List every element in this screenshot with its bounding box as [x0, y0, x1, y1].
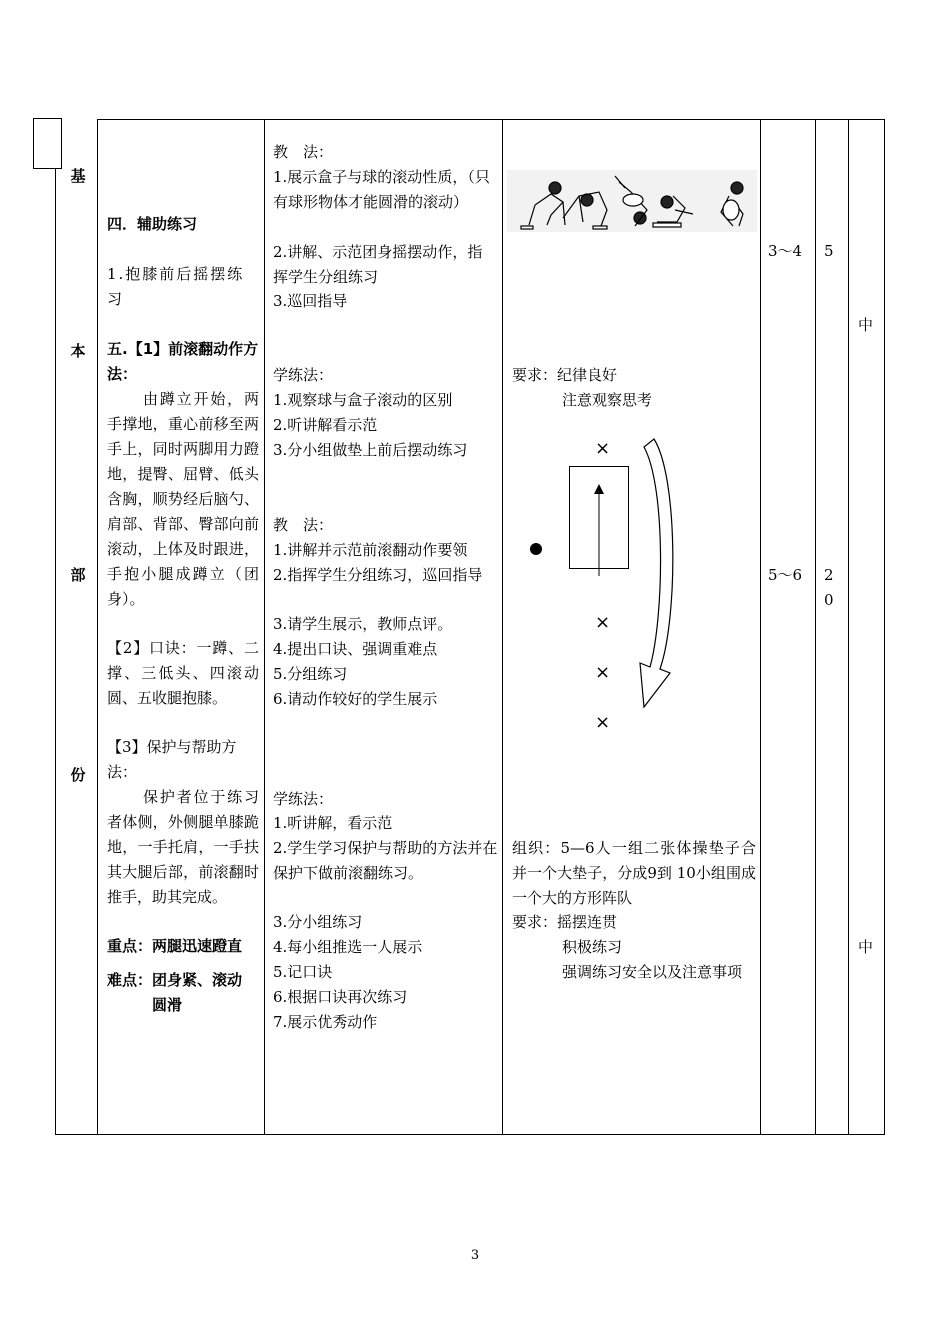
requirement1-item-1: 纪律良好 — [557, 366, 618, 384]
learn2-title: 学练法： — [273, 790, 334, 808]
col-divider-4 — [760, 119, 761, 1135]
student-mark-3: × — [595, 662, 611, 683]
key-point-text: 两腿迅速蹬直 — [152, 937, 243, 955]
section-char-1: 基 — [70, 167, 86, 185]
requirement2-item-2: 积极练习 — [562, 938, 623, 956]
teach2-item-4: 4.提出口诀、强调重难点 — [273, 640, 438, 658]
learn1-item-1: 1.观察球与盒子滚动的区别 — [273, 391, 453, 409]
corner-box — [33, 118, 62, 169]
requirement2-label: 要求： — [512, 913, 558, 931]
difficult-point-label: 难点： — [107, 971, 153, 989]
item-knee-swing: 1.抱膝前后摇摆练习 — [107, 265, 245, 308]
teach1-item-2: 2.讲解、示范团身摇摆动作，指挥学生分组练习 — [273, 243, 483, 286]
student-mark-4: × — [595, 712, 611, 733]
learn1-item-2: 2.听讲解看示范 — [273, 416, 378, 434]
key-point-label: 重点： — [107, 937, 153, 955]
organization-body: 5—6人一组二张体操垫子合并一个大垫子，分成9到 10小组围成一个大的方形阵队 — [512, 839, 756, 907]
mnemonic-text: 【2】口诀：一蹲、二撑、三低头、四滚动圆、五收腿抱膝。 — [107, 639, 259, 707]
organization-text — [512, 836, 756, 911]
learn2-item-4: 4.每小组推选一人展示 — [273, 938, 423, 956]
forward-roll-sequence-illustration — [507, 170, 757, 232]
protect-text: 保护者位于练习者体侧，外侧腿单膝跪地，一手托肩，一手扶其大腿后部，前滚翻时推手，助其完成。 — [107, 788, 259, 906]
col-divider-1 — [97, 119, 98, 1135]
requirement1-label: 要求： — [512, 366, 558, 384]
col-divider-5 — [815, 119, 816, 1135]
movement-arrow-icon — [592, 480, 606, 576]
learn2-item-1: 1.听讲解，看示范 — [273, 814, 393, 832]
organization-label: 组织： — [512, 839, 561, 857]
intensity-row2: 中 — [858, 938, 874, 956]
teach2-title: 教 法： — [273, 516, 334, 534]
rotation-curved-arrow-icon — [630, 437, 680, 709]
learn1-title: 学练法： — [273, 366, 334, 384]
teach1-item-1: 1.展示盒子与球的滚动性质，（只有球形物体才能圆滑的滚动） — [273, 168, 490, 211]
minutes-row2-digit2: 0 — [824, 591, 834, 609]
protect-title: 【3】保护与帮助方法： — [107, 738, 237, 781]
intensity-row1: 中 — [858, 316, 874, 334]
requirement2-item-3: 强调练习安全以及注意事项 — [562, 963, 743, 981]
teach2-item-3: 3.请学生展示，教师点评。 — [273, 615, 453, 633]
minutes-row1: 5 — [824, 242, 834, 260]
requirement2-item-1: 摇摆连贯 — [557, 913, 618, 931]
col-divider-2 — [264, 119, 265, 1135]
section-char-3: 部 — [70, 566, 86, 584]
table-right-border — [884, 119, 885, 1135]
learn2-item-2: 2.学生学习保护与帮助的方法并在保护下做前滚翻练习。 — [273, 839, 498, 882]
student-mark-top: × — [595, 438, 611, 459]
teach2-item-1: 1.讲解并示范前滚翻动作要领 — [273, 541, 468, 559]
heading-forward-roll: 五.【1】前滚翻动作方法： — [107, 340, 259, 383]
learn2-item-5: 5.记口诀 — [273, 963, 333, 981]
section-char-4: 份 — [70, 766, 86, 784]
learn2-item-7: 7.展示优秀动作 — [273, 1013, 378, 1031]
times-row2: 5～6 — [768, 566, 803, 584]
difficult-point-text: 团身紧、滚动圆滑 — [152, 971, 243, 1014]
learn1-item-3: 3.分小组做垫上前后摆动练习 — [273, 441, 468, 459]
learn2-item-6: 6.根据口诀再次练习 — [273, 988, 408, 1006]
teach1-item-3: 3.巡回指导 — [273, 292, 348, 310]
teach2-item-5: 5.分组练习 — [273, 665, 348, 683]
student-mark-2: × — [595, 612, 611, 633]
learn2-item-3: 3.分小组练习 — [273, 913, 363, 931]
requirement2 — [512, 910, 752, 935]
difficult-point — [107, 968, 263, 1018]
requirement1 — [512, 363, 752, 388]
minutes-row2-digit1: 2 — [824, 566, 834, 584]
heading-auxiliary-practice: 四．辅助练习 — [107, 215, 198, 233]
col-divider-6 — [848, 119, 849, 1135]
col-divider-3 — [502, 119, 503, 1135]
times-row1: 3～4 — [768, 242, 803, 260]
table-top-border — [97, 119, 885, 120]
page-number: 3 — [470, 1248, 480, 1263]
teach2-item-6: 6.请动作较好的学生展示 — [273, 690, 438, 708]
table-left-border — [55, 168, 56, 1135]
teach1-title: 教 法： — [273, 143, 334, 161]
key-point — [107, 934, 263, 959]
section-char-2: 本 — [70, 342, 86, 360]
requirement1-item-2: 注意观察思考 — [562, 391, 653, 409]
teach2-item-2: 2.指挥学生分组练习，巡回指导 — [273, 566, 483, 584]
teacher-dot-icon — [530, 543, 542, 555]
forward-roll-method: 由蹲立开始，两手撑地，重心前移至两手上，同时两脚用力蹬地，提臀、屈臂、低头含胸，顺势经后脑勺、肩部、背部、臀部向前滚动，上体及时跟进，手抱小腿成蹲立（团身）。 — [107, 390, 259, 608]
